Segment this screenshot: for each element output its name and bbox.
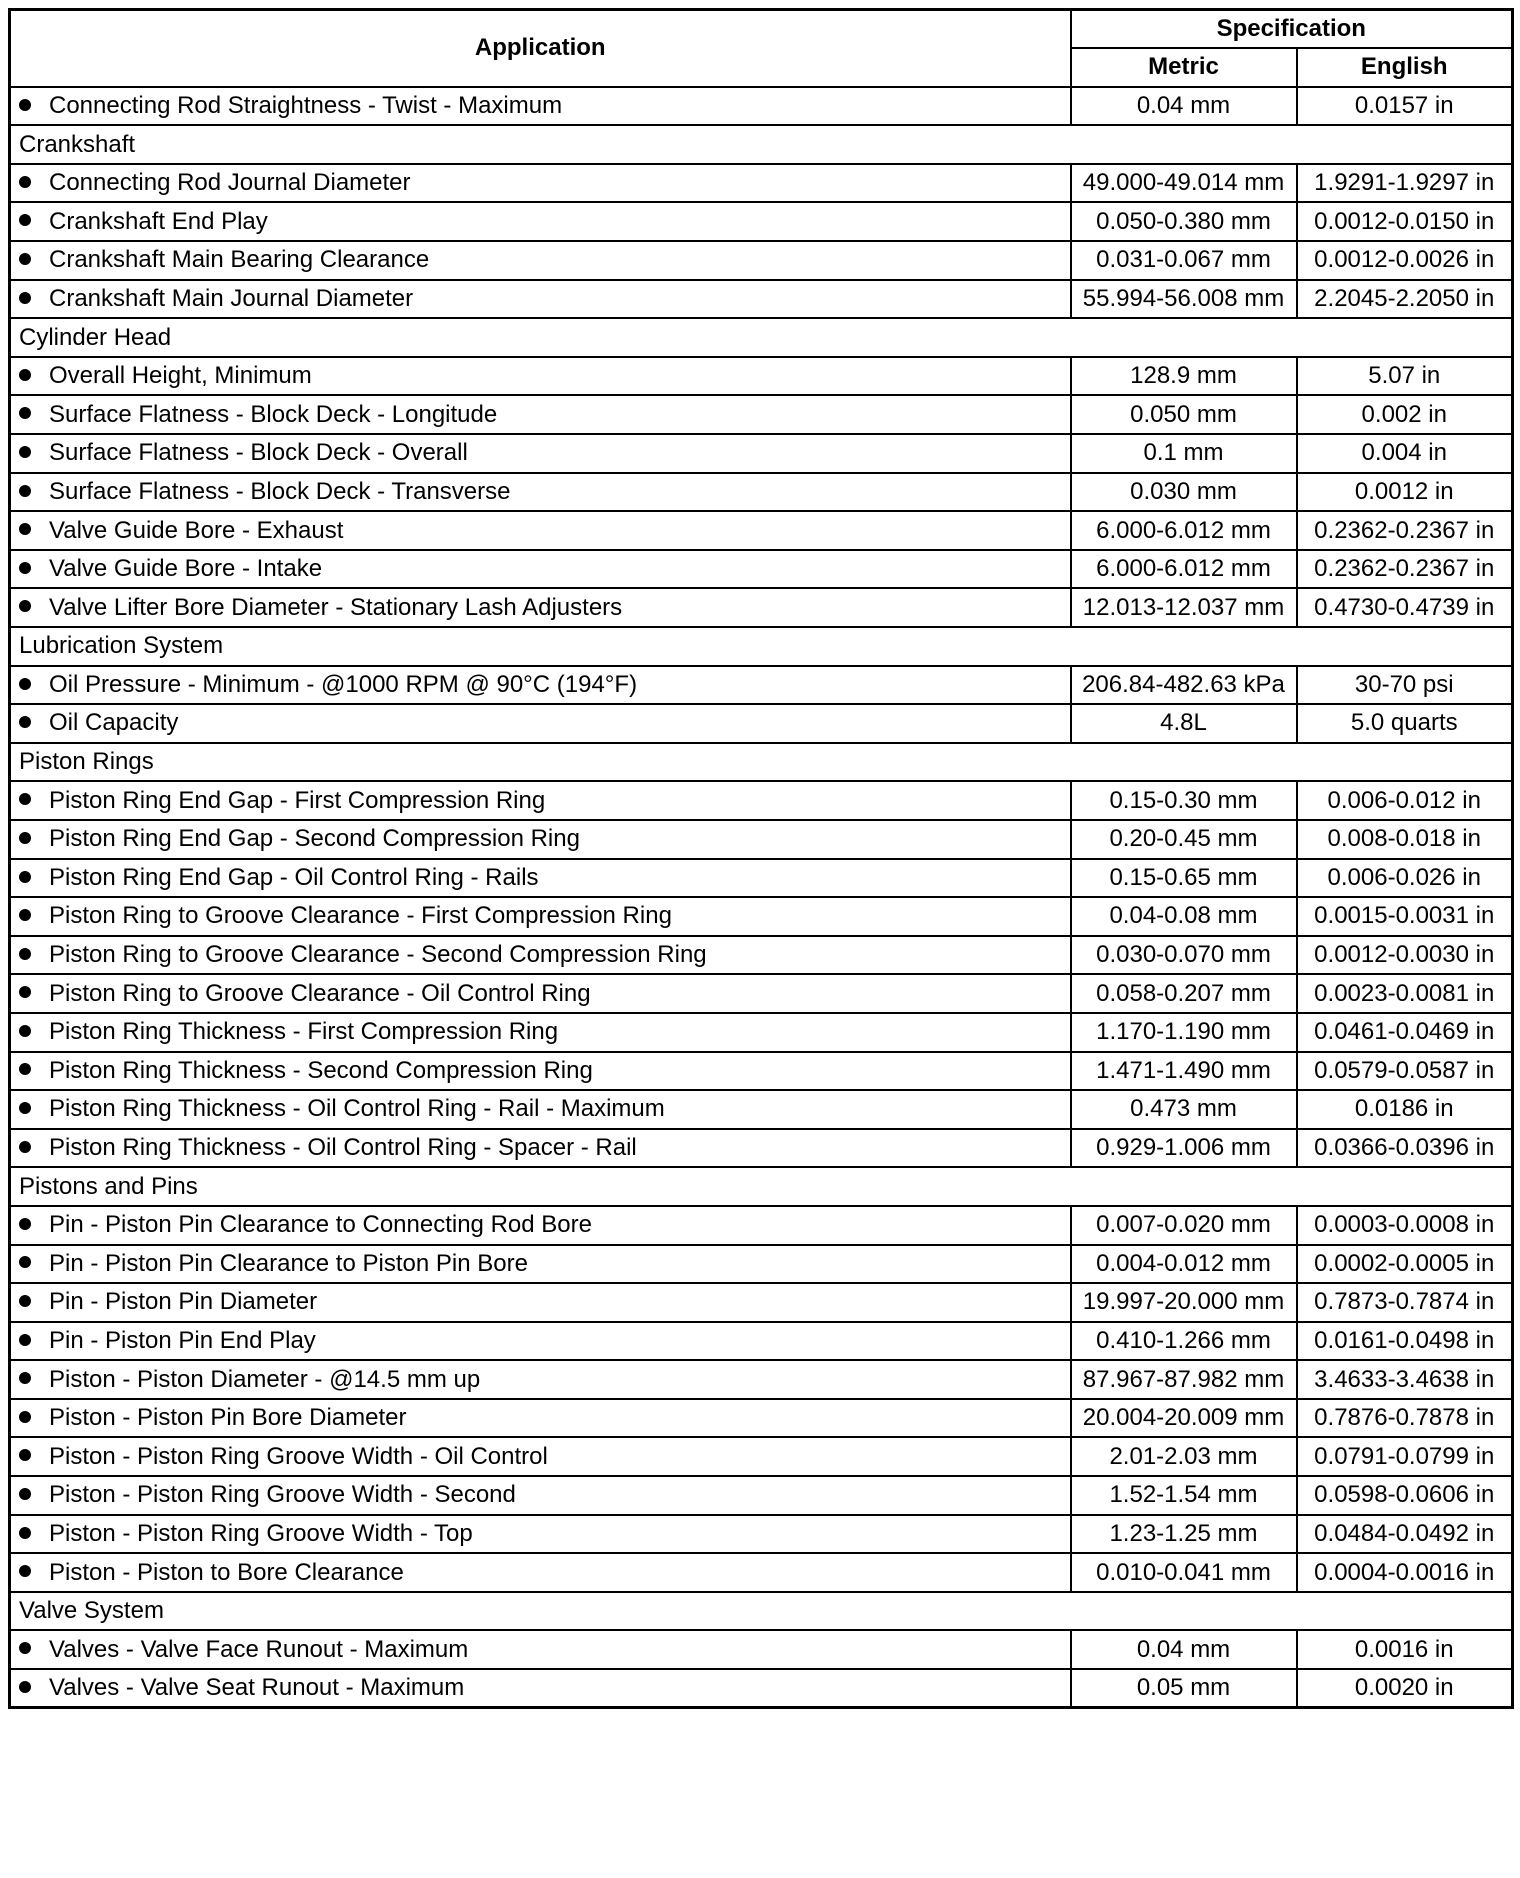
application-cell [10, 897, 1071, 936]
metric-cell: 0.050 mm [1071, 395, 1297, 434]
table-row [10, 395, 1513, 434]
table-row [10, 434, 1513, 473]
application-text: Valve Guide Bore - Intake [49, 555, 323, 583]
table-row [10, 897, 1513, 936]
metric-cell: 0.031-0.067 mm [1071, 241, 1297, 280]
english-header: English [1297, 48, 1513, 87]
application-text: Piston Ring Thickness - Second Compression Ring [49, 1056, 593, 1084]
metric-cell: 1.52-1.54 mm [1071, 1476, 1297, 1515]
application-cell [10, 241, 1071, 280]
application-text: Piston Ring to Groove Clearance - First Compression Ring [49, 902, 672, 930]
table-row [10, 1090, 1513, 1129]
table-row [10, 1206, 1513, 1245]
application-cell [10, 1553, 1071, 1592]
section-label: Piston Rings [10, 743, 1513, 782]
table-row [10, 704, 1513, 743]
section-label: Pistons and Pins [10, 1167, 1513, 1206]
english-cell: 0.0366-0.0396 in [1297, 1129, 1513, 1168]
application-text: Connecting Rod Straightness - Twist - Maximum [49, 91, 563, 119]
section-row [10, 1167, 1513, 1206]
bullet-icon [19, 1642, 31, 1654]
metric-cell: 0.1 mm [1071, 434, 1297, 473]
application-text: Piston - Piston Ring Groove Width - Top [49, 1519, 473, 1547]
specification-header: Specification [1071, 10, 1513, 49]
bullet-icon [19, 485, 31, 497]
table-header [10, 10, 1513, 87]
application-cell [10, 87, 1071, 126]
english-cell: 0.0157 in [1297, 87, 1513, 126]
application-text: Piston Ring Thickness - First Compression Ring [49, 1018, 559, 1046]
application-cell [10, 936, 1071, 975]
english-cell: 0.0484-0.0492 in [1297, 1515, 1513, 1554]
application-text: Oil Pressure - Minimum - @1000 RPM @ 90°C (194°F) [49, 670, 638, 698]
metric-cell: 20.004-20.009 mm [1071, 1399, 1297, 1438]
bullet-icon [19, 716, 31, 728]
application-text: Piston - Piston Diameter - @14.5 mm up [49, 1365, 481, 1393]
application-cell [10, 1245, 1071, 1284]
metric-cell: 0.410-1.266 mm [1071, 1322, 1297, 1361]
application-cell [10, 395, 1071, 434]
application-cell [10, 280, 1071, 319]
english-cell: 0.0012 in [1297, 473, 1513, 512]
table-row [10, 859, 1513, 898]
english-cell: 0.002 in [1297, 395, 1513, 434]
table-row [10, 164, 1513, 203]
section-row [10, 627, 1513, 666]
application-text: Pin - Piston Pin Clearance to Piston Pin Bore [49, 1249, 528, 1277]
bullet-icon [19, 407, 31, 419]
metric-cell: 0.20-0.45 mm [1071, 820, 1297, 859]
metric-cell: 12.013-12.037 mm [1071, 588, 1297, 627]
application-text: Connecting Rod Journal Diameter [49, 169, 411, 197]
metric-cell: 19.997-20.000 mm [1071, 1283, 1297, 1322]
english-cell: 0.006-0.012 in [1297, 781, 1513, 820]
metric-cell: 0.030 mm [1071, 473, 1297, 512]
specification-table [8, 8, 1514, 1709]
table-row [10, 1553, 1513, 1592]
bullet-icon [19, 1218, 31, 1230]
section-label: Crankshaft [10, 125, 1513, 164]
application-cell [10, 357, 1071, 396]
metric-cell: 0.04-0.08 mm [1071, 897, 1297, 936]
english-cell: 0.0016 in [1297, 1630, 1513, 1669]
application-cell [10, 202, 1071, 241]
application-cell [10, 1206, 1071, 1245]
application-text: Piston - Piston to Bore Clearance [49, 1558, 404, 1586]
table-row [10, 1013, 1513, 1052]
bullet-icon [19, 1063, 31, 1075]
table-row [10, 87, 1513, 126]
metric-cell: 206.84-482.63 kPa [1071, 666, 1297, 705]
bullet-icon [19, 1025, 31, 1037]
table-row [10, 1669, 1513, 1708]
metric-cell: 0.15-0.65 mm [1071, 859, 1297, 898]
application-cell [10, 859, 1071, 898]
bullet-icon [19, 99, 31, 111]
bullet-icon [19, 369, 31, 381]
english-cell: 0.7876-0.7878 in [1297, 1399, 1513, 1438]
application-text: Piston Ring End Gap - Oil Control Ring - Rails [49, 863, 539, 891]
metric-cell: 0.15-0.30 mm [1071, 781, 1297, 820]
metric-cell: 49.000-49.014 mm [1071, 164, 1297, 203]
application-text: Valves - Valve Seat Runout - Maximum [49, 1674, 465, 1702]
table-body [10, 87, 1513, 1708]
section-row [10, 318, 1513, 357]
english-cell: 3.4633-3.4638 in [1297, 1360, 1513, 1399]
english-cell: 0.0186 in [1297, 1090, 1513, 1129]
application-text: Piston Ring to Groove Clearance - Oil Control Ring [49, 979, 591, 1007]
table-row [10, 588, 1513, 627]
application-text: Crankshaft End Play [49, 207, 268, 235]
metric-cell: 2.01-2.03 mm [1071, 1437, 1297, 1476]
metric-cell: 0.929-1.006 mm [1071, 1129, 1297, 1168]
metric-cell: 0.004-0.012 mm [1071, 1245, 1297, 1284]
table-row [10, 666, 1513, 705]
metric-header: Metric [1071, 48, 1297, 87]
metric-cell: 0.030-0.070 mm [1071, 936, 1297, 975]
english-cell: 0.0461-0.0469 in [1297, 1013, 1513, 1052]
application-cell [10, 820, 1071, 859]
english-cell: 0.0020 in [1297, 1669, 1513, 1708]
english-cell: 0.0002-0.0005 in [1297, 1245, 1513, 1284]
application-text: Pin - Piston Pin Clearance to Connecting Rod Bore [49, 1211, 592, 1239]
bullet-icon [19, 1488, 31, 1500]
bullet-icon [19, 523, 31, 535]
application-text: Valve Lifter Bore Diameter - Stationary Lash Adjusters [49, 593, 623, 621]
english-cell: 2.2045-2.2050 in [1297, 280, 1513, 319]
table-row [10, 1476, 1513, 1515]
bullet-icon [19, 678, 31, 690]
table-row [10, 1245, 1513, 1284]
english-cell: 5.07 in [1297, 357, 1513, 396]
table-row [10, 936, 1513, 975]
english-cell: 0.0012-0.0026 in [1297, 241, 1513, 280]
application-text: Crankshaft Main Bearing Clearance [49, 246, 430, 274]
bullet-icon [19, 1334, 31, 1346]
section-label: Cylinder Head [10, 318, 1513, 357]
section-row [10, 125, 1513, 164]
english-cell: 30-70 psi [1297, 666, 1513, 705]
bullet-icon [19, 909, 31, 921]
table-row [10, 1052, 1513, 1091]
bullet-icon [19, 1102, 31, 1114]
metric-cell: 6.000-6.012 mm [1071, 550, 1297, 589]
metric-cell: 1.170-1.190 mm [1071, 1013, 1297, 1052]
application-text: Piston Ring to Groove Clearance - Second Compression Ring [49, 941, 707, 969]
application-text: Pin - Piston Pin Diameter [49, 1288, 318, 1316]
application-text: Crankshaft Main Journal Diameter [49, 284, 414, 312]
application-text: Oil Capacity [49, 709, 179, 737]
english-cell: 0.0012-0.0150 in [1297, 202, 1513, 241]
application-cell [10, 164, 1071, 203]
english-cell: 0.7873-0.7874 in [1297, 1283, 1513, 1322]
application-text: Piston - Piston Ring Groove Width - Oil Control [49, 1442, 548, 1470]
application-cell [10, 1437, 1071, 1476]
english-cell: 0.0598-0.0606 in [1297, 1476, 1513, 1515]
table-row [10, 1630, 1513, 1669]
application-cell [10, 1515, 1071, 1554]
metric-cell: 87.967-87.982 mm [1071, 1360, 1297, 1399]
english-cell: 0.0023-0.0081 in [1297, 974, 1513, 1013]
section-row [10, 743, 1513, 782]
bullet-icon [19, 1256, 31, 1268]
english-cell: 0.0161-0.0498 in [1297, 1322, 1513, 1361]
english-cell: 0.0004-0.0016 in [1297, 1553, 1513, 1592]
application-header: Application [10, 10, 1071, 87]
section-label: Valve System [10, 1592, 1513, 1631]
table-row [10, 974, 1513, 1013]
bullet-icon [19, 176, 31, 188]
english-cell: 0.0012-0.0030 in [1297, 936, 1513, 975]
application-cell [10, 704, 1071, 743]
application-text: Surface Flatness - Block Deck - Overall [49, 439, 468, 467]
application-text: Piston - Piston Ring Groove Width - Second [49, 1481, 516, 1509]
bullet-icon [19, 1141, 31, 1153]
application-text: Pin - Piston Pin End Play [49, 1326, 316, 1354]
application-cell [10, 434, 1071, 473]
metric-cell: 0.007-0.020 mm [1071, 1206, 1297, 1245]
english-cell: 0.006-0.026 in [1297, 859, 1513, 898]
metric-cell: 0.04 mm [1071, 87, 1297, 126]
bullet-icon [19, 871, 31, 883]
table-row [10, 280, 1513, 319]
table-row [10, 1322, 1513, 1361]
metric-cell: 1.23-1.25 mm [1071, 1515, 1297, 1554]
english-cell: 0.0003-0.0008 in [1297, 1206, 1513, 1245]
metric-cell: 0.058-0.207 mm [1071, 974, 1297, 1013]
bullet-icon [19, 1411, 31, 1423]
application-cell [10, 1322, 1071, 1361]
application-cell [10, 1052, 1071, 1091]
metric-cell: 6.000-6.012 mm [1071, 511, 1297, 550]
bullet-icon [19, 793, 31, 805]
application-cell [10, 511, 1071, 550]
metric-cell: 0.050-0.380 mm [1071, 202, 1297, 241]
bullet-icon [19, 1449, 31, 1461]
metric-cell: 1.471-1.490 mm [1071, 1052, 1297, 1091]
bullet-icon [19, 600, 31, 612]
application-cell [10, 974, 1071, 1013]
application-cell [10, 1476, 1071, 1515]
metric-cell: 0.473 mm [1071, 1090, 1297, 1129]
table-row [10, 1360, 1513, 1399]
application-text: Overall Height, Minimum [49, 362, 312, 390]
application-text: Piston Ring Thickness - Oil Control Ring - Spacer - Rail [49, 1134, 637, 1162]
metric-cell: 0.010-0.041 mm [1071, 1553, 1297, 1592]
bullet-icon [19, 446, 31, 458]
english-cell: 0.0791-0.0799 in [1297, 1437, 1513, 1476]
table-row [10, 781, 1513, 820]
bullet-icon [19, 986, 31, 998]
english-cell: 0.0015-0.0031 in [1297, 897, 1513, 936]
bullet-icon [19, 832, 31, 844]
english-cell: 0.0579-0.0587 in [1297, 1052, 1513, 1091]
application-cell [10, 1669, 1071, 1708]
application-cell [10, 1013, 1071, 1052]
application-text: Valve Guide Bore - Exhaust [49, 516, 344, 544]
application-text: Piston Ring End Gap - Second Compression Ring [49, 825, 580, 853]
application-text: Piston - Piston Pin Bore Diameter [49, 1404, 407, 1432]
english-cell: 0.2362-0.2367 in [1297, 511, 1513, 550]
application-cell [10, 666, 1071, 705]
application-text: Piston Ring End Gap - First Compression Ring [49, 786, 546, 814]
table-row [10, 550, 1513, 589]
metric-cell: 128.9 mm [1071, 357, 1297, 396]
english-cell: 0.008-0.018 in [1297, 820, 1513, 859]
bullet-icon [19, 562, 31, 574]
table-row [10, 357, 1513, 396]
bullet-icon [19, 1565, 31, 1577]
english-cell: 0.2362-0.2367 in [1297, 550, 1513, 589]
table-row [10, 1283, 1513, 1322]
table-row [10, 241, 1513, 280]
application-cell [10, 1129, 1071, 1168]
english-cell: 1.9291-1.9297 in [1297, 164, 1513, 203]
application-cell [10, 588, 1071, 627]
application-cell [10, 1399, 1071, 1438]
table-row [10, 1437, 1513, 1476]
header-row-top [10, 10, 1513, 49]
section-row [10, 1592, 1513, 1631]
bullet-icon [19, 292, 31, 304]
bullet-icon [19, 1295, 31, 1307]
table-row [10, 1129, 1513, 1168]
english-cell: 5.0 quarts [1297, 704, 1513, 743]
english-cell: 0.4730-0.4739 in [1297, 588, 1513, 627]
application-cell [10, 781, 1071, 820]
application-text: Surface Flatness - Block Deck - Longitude [49, 400, 498, 428]
application-text: Surface Flatness - Block Deck - Transverse [49, 477, 511, 505]
application-cell [10, 1283, 1071, 1322]
application-cell [10, 1630, 1071, 1669]
section-label: Lubrication System [10, 627, 1513, 666]
application-cell [10, 1090, 1071, 1129]
application-cell [10, 473, 1071, 512]
bullet-icon [19, 948, 31, 960]
table-row [10, 473, 1513, 512]
table-row [10, 202, 1513, 241]
metric-cell: 55.994-56.008 mm [1071, 280, 1297, 319]
metric-cell: 0.05 mm [1071, 1669, 1297, 1708]
application-cell [10, 1360, 1071, 1399]
table-row [10, 1399, 1513, 1438]
table-row [10, 820, 1513, 859]
table-row [10, 1515, 1513, 1554]
application-cell [10, 550, 1071, 589]
english-cell: 0.004 in [1297, 434, 1513, 473]
bullet-icon [19, 1681, 31, 1693]
bullet-icon [19, 1527, 31, 1539]
table-row [10, 511, 1513, 550]
bullet-icon [19, 253, 31, 265]
application-text: Valves - Valve Face Runout - Maximum [49, 1635, 469, 1663]
metric-cell: 4.8L [1071, 704, 1297, 743]
application-text: Piston Ring Thickness - Oil Control Ring - Rail - Maximum [49, 1095, 665, 1123]
bullet-icon [19, 214, 31, 226]
bullet-icon [19, 1372, 31, 1384]
metric-cell: 0.04 mm [1071, 1630, 1297, 1669]
